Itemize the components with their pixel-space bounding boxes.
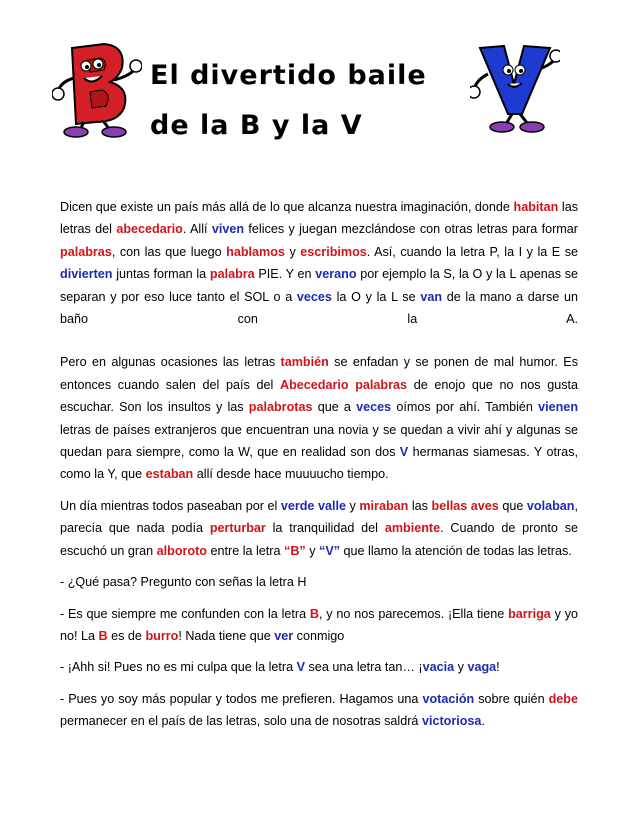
text-run: . Así, cuando la letra P, la I y la E se bbox=[366, 244, 578, 259]
highlighted-word: vacia bbox=[422, 660, 455, 675]
paragraph bbox=[60, 688, 578, 733]
text-run: sobre quién bbox=[474, 691, 549, 706]
letter-b-mascot-icon bbox=[52, 38, 142, 138]
text-run: - ¡Ahh si! Pues no es mi culpa que la letra bbox=[60, 660, 297, 675]
text-run: y bbox=[454, 660, 468, 675]
text-run: conmigo bbox=[293, 628, 345, 643]
highlighted-word: veces bbox=[356, 400, 392, 415]
highlighted-word: B bbox=[98, 628, 108, 643]
title-line-1: El divertido baile bbox=[150, 60, 427, 91]
text-run: - ¿Qué pasa? Pregunto con señas la letra H bbox=[60, 575, 307, 590]
highlighted-word: verano bbox=[315, 267, 357, 282]
text-run: - Pues yo soy más popular y todos me prefieren. Hagamos una bbox=[60, 691, 423, 706]
text-run: de enojo que no nos gusta escuchar. Son los insultos y las bbox=[60, 377, 579, 415]
text-run: la tranquilidad del bbox=[265, 521, 385, 536]
highlighted-word: Abecedario bbox=[279, 377, 349, 392]
highlighted-word: ver bbox=[274, 628, 294, 643]
text-run: entre la letra bbox=[207, 543, 285, 558]
paragraph bbox=[60, 571, 578, 593]
story-body bbox=[60, 196, 578, 733]
highlighted-word: burro bbox=[145, 628, 179, 643]
highlighted-word: palabras bbox=[60, 244, 112, 259]
highlighted-word: perturbar bbox=[209, 521, 266, 536]
text-run: felices y juegan mezclándose con otras letras para formar bbox=[244, 222, 578, 237]
paragraph bbox=[60, 351, 578, 485]
text-run: ! Nada tiene que bbox=[178, 628, 275, 643]
text-run: y bbox=[305, 543, 320, 558]
letter-v-mascot-icon bbox=[470, 40, 560, 135]
highlighted-word: verde valle bbox=[280, 498, 346, 513]
text-run: . bbox=[481, 714, 485, 729]
text-run: allí desde hace muuuucho tiempo. bbox=[193, 467, 389, 482]
highlighted-word: abecedario bbox=[116, 222, 183, 237]
highlighted-word: vaga bbox=[467, 660, 497, 675]
highlighted-word: volaban bbox=[526, 498, 575, 513]
text-run: PIE. Y en bbox=[254, 267, 316, 282]
highlighted-word: “V” bbox=[319, 543, 341, 558]
paragraph bbox=[60, 495, 578, 562]
highlighted-word: votación bbox=[422, 691, 475, 706]
text-run: . Allí bbox=[182, 222, 212, 237]
highlighted-word: veces bbox=[296, 289, 332, 304]
text-run: de la mano a darse un baño con la A. bbox=[60, 289, 578, 327]
highlighted-word: hablamos bbox=[226, 244, 285, 259]
text-run: sea una letra tan… ¡ bbox=[305, 660, 423, 675]
highlighted-word: habitan bbox=[513, 200, 559, 214]
highlighted-word: estaban bbox=[145, 467, 194, 482]
text-run: , con las que luego bbox=[111, 244, 227, 259]
text-run: , y no nos parecemos. ¡Ella tiene bbox=[319, 606, 509, 621]
highlighted-word: V bbox=[296, 660, 306, 675]
text-run: Pero en algunas ocasiones las letras bbox=[60, 355, 281, 370]
text-run: juntas forman la bbox=[112, 267, 210, 282]
text-run: la O y la L se bbox=[331, 289, 421, 304]
text-run: es de bbox=[107, 628, 146, 643]
text-run: por ejemplo la S, la O y la L apenas se separan y por eso luce tanto el SOL o a bbox=[60, 267, 578, 304]
text-run: las bbox=[408, 498, 432, 513]
highlighted-word: vienen bbox=[538, 400, 579, 415]
highlighted-word: “B” bbox=[284, 543, 306, 558]
highlighted-word: también bbox=[280, 355, 329, 370]
text-run: que llamo la atención de todas las letras. bbox=[340, 543, 572, 558]
title-line-2: de la B y la V bbox=[150, 110, 363, 141]
text-run: se enfadan y se ponen de mal humor. Es entonces cuando salen del país del bbox=[60, 355, 578, 392]
text-run: y bbox=[345, 498, 360, 513]
highlighted-word: debe bbox=[548, 691, 578, 706]
highlighted-word: miraban bbox=[359, 498, 409, 513]
highlighted-word: barriga bbox=[508, 606, 551, 621]
text-run: hermanas siamesas. Y otras, como la Y, que bbox=[60, 445, 578, 482]
highlighted-word: van bbox=[420, 289, 443, 304]
text-run: . Cuando de pronto se escuchó un gran bbox=[60, 521, 579, 558]
highlighted-word: palabra bbox=[209, 267, 255, 282]
highlighted-word: bellas bbox=[431, 498, 468, 513]
text-run: que bbox=[498, 498, 527, 513]
text-run: - Es que siempre me confunden con la letra bbox=[60, 606, 310, 621]
highlighted-word: alboroto bbox=[156, 543, 207, 558]
highlighted-word: palabras bbox=[355, 377, 408, 392]
highlighted-word: viven bbox=[211, 222, 245, 237]
text-run: las letras del bbox=[60, 200, 579, 237]
text-run: , parecía que nada podía bbox=[60, 498, 578, 536]
paragraph bbox=[60, 603, 578, 648]
highlighted-word: escribimos bbox=[300, 244, 367, 259]
paragraph bbox=[60, 656, 578, 678]
highlighted-word: V bbox=[399, 445, 409, 460]
highlighted-word: palabrotas bbox=[248, 400, 313, 415]
text-run: y yo no! La bbox=[60, 606, 578, 643]
highlighted-word: B bbox=[309, 606, 319, 621]
highlighted-word: ambiente bbox=[384, 521, 441, 536]
text-run: Dicen que existe un país más allá de lo que alcanza nuestra imaginación, donde bbox=[60, 200, 514, 214]
text-run: permanecer en el país de las letras, solo una de nosotras saldrá bbox=[60, 714, 422, 729]
text-run: y bbox=[284, 244, 301, 259]
text-run: oímos por ahí. También bbox=[391, 400, 539, 415]
text-run: que a bbox=[312, 400, 357, 415]
text-run: ! bbox=[496, 660, 500, 675]
text-run: letras de países extranjeros que encuentran una novia y se quedan a vivir ahí y algunas se quedan para siempre, como la W, que en realidad son dos bbox=[60, 422, 578, 460]
highlighted-word: victoriosa bbox=[421, 714, 482, 729]
highlighted-word: divierten bbox=[60, 267, 113, 282]
highlighted-word: aves bbox=[470, 498, 499, 513]
paragraph bbox=[60, 196, 578, 330]
text-run: Un día mientras todos paseaban por el bbox=[60, 498, 281, 513]
